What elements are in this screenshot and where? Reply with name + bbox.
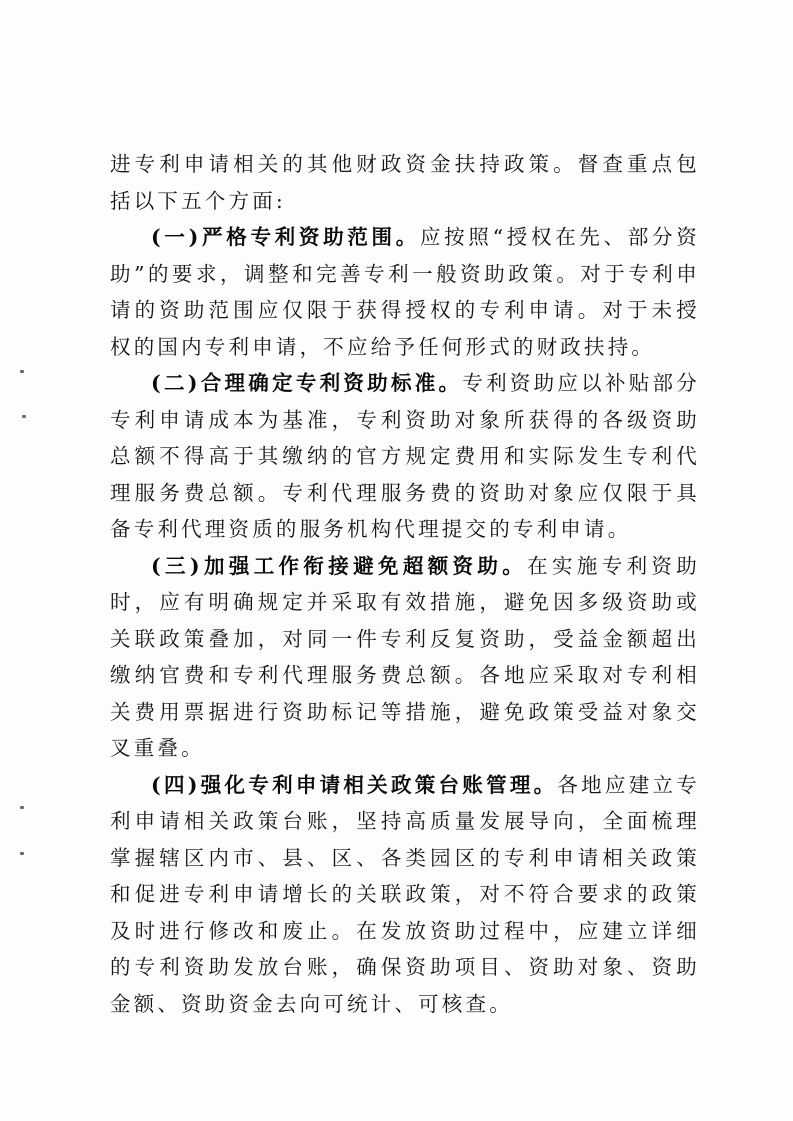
paragraph-intro [110,146,700,219]
paragraph-heading: (三)加强工作衔接避免超额资助。 [151,553,528,578]
paragraph-text: 在实施专利资助时，应有明确规定并采取有效措施，避免因多级资助或关联政策叠加，对同一件专利反复资助，受益金额超出缴纳官费和专利代理服务费总额。各地应采取对专利相关费用票据进行资助标记等措施，避免政策受益对象交叉重叠。 [110,553,700,760]
scan-speck [20,852,24,855]
paragraph-heading: (四)强化专利申请相关政策台账管理。 [151,772,558,797]
paragraph-heading: (一)严格专利资助范围。 [151,225,420,249]
scan-speck [20,806,24,809]
paragraph-section-3 [110,548,700,767]
paragraph-text: 进专利申请相关的其他财政资金扶持政策。督查重点包括以下五个方面: [110,152,700,213]
paragraph-text: 专利资助应以补贴部分专利申请成本为基准，专利资助对象所获得的各级资助总额不得高于其缴纳的官方规定费用和实际发生专利代理服务费总额。专利代理服务费的资助对象应仅限于具备专利代理资质的服务机构代理提交的专利申请。 [110,371,700,541]
paragraph-text: 应按照“授权在先、部分资助”的要求，调整和完善专利一般资助政策。对于专利申请的资助范围应仅限于获得授权的专利申请。对于未授权的国内专利申请，不应给予任何形式的财政扶持。 [110,225,700,359]
document-body [110,146,700,1022]
paragraph-section-4 [110,767,700,1023]
scan-speck [20,370,24,373]
paragraph-section-2 [110,365,700,548]
scan-speck [22,415,26,418]
paragraph-text: 各地应建立专利申请相关政策台账，坚持高质量发展导向，全面梳理掌握辖区内市、县、区、各类园区的专利申请相关政策和促进专利申请增长的关联政策，对不符合要求的政策及时进行修改和废止。在发放资助过程中，应建立详细的专利资助发放台账，确保资助项目、资助对象、资助金额、资助资金去向可统计、可核查。 [110,772,700,1016]
paragraph-section-1 [110,219,700,365]
paragraph-heading: (二)合理确定专利资助标准。 [151,371,463,395]
